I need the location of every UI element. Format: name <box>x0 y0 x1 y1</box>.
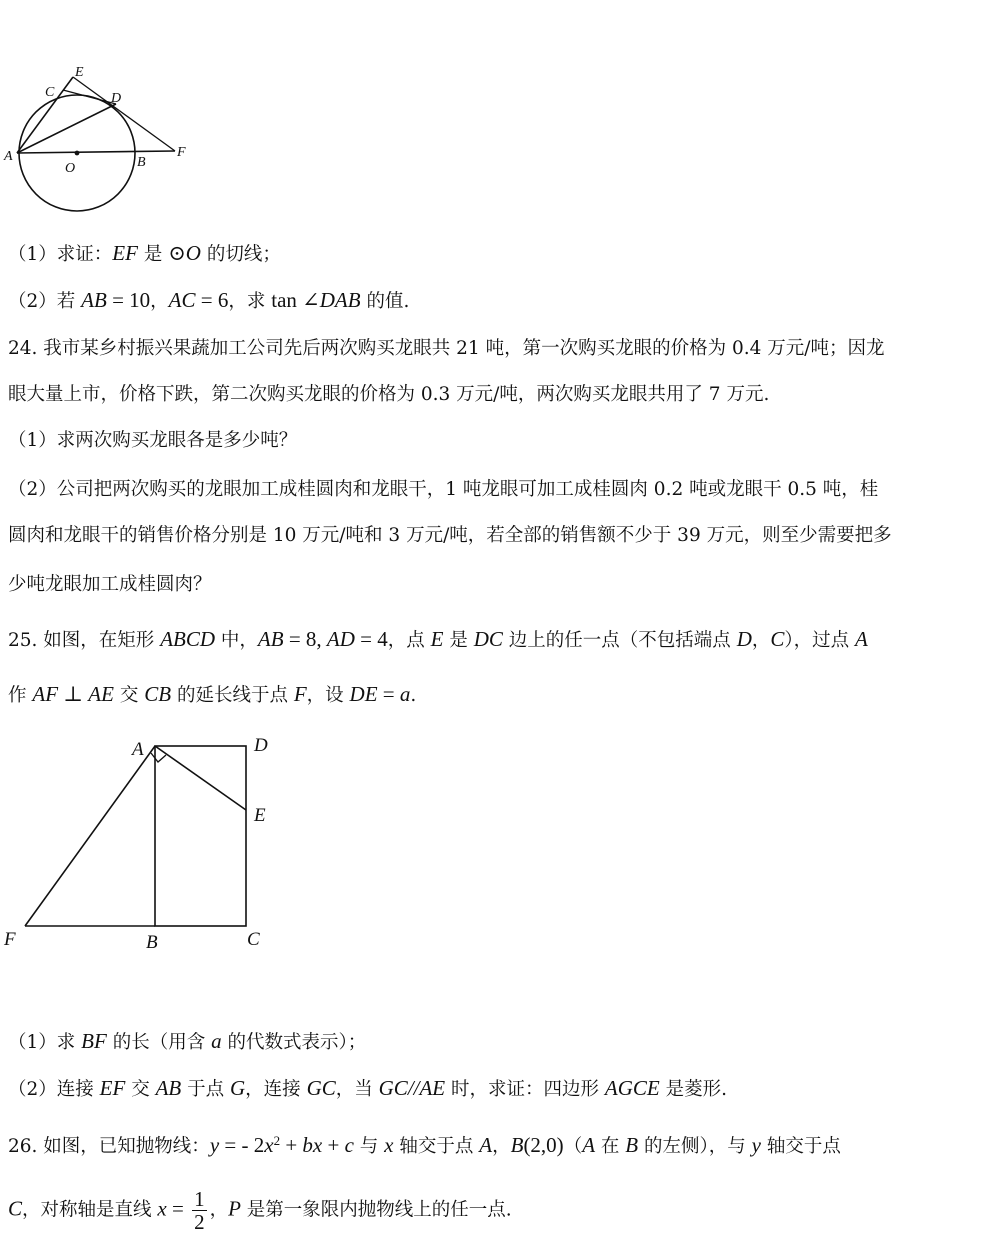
right-angle-mark <box>151 753 166 762</box>
label-a: A <box>132 739 144 760</box>
math-eq: = 10 <box>106 288 151 312</box>
text: 是 <box>443 630 474 651</box>
math-b: B <box>510 1133 524 1158</box>
text: ，对称轴是直线 <box>22 1199 158 1221</box>
text: ， <box>492 1136 511 1158</box>
text: ，连接 <box>245 1079 307 1100</box>
text: 作 <box>8 685 33 706</box>
math-a: A <box>479 1133 493 1158</box>
math-circle-o: ⊙O <box>168 241 201 265</box>
math-ab: AB <box>257 627 284 651</box>
text: 25. 如图，在矩形 <box>8 630 161 651</box>
text: 与 <box>353 1136 385 1158</box>
math-abcd: ABCD <box>160 627 216 651</box>
text: 是 <box>137 244 169 265</box>
math-cb: CB <box>144 682 172 706</box>
math-gc: GC <box>306 1076 336 1100</box>
q26-stem-line1 <box>8 1128 983 1160</box>
tangent-ef <box>73 77 175 151</box>
math-e: E <box>430 627 444 651</box>
text: ， <box>751 630 771 651</box>
math-eq: = <box>377 682 400 706</box>
figure-circle-tangent <box>0 60 200 220</box>
text: ，求 <box>228 291 272 312</box>
math-y: y <box>209 1133 220 1158</box>
figure-rectangle <box>0 725 300 955</box>
math-x: x <box>157 1196 167 1221</box>
text: ，点 <box>387 630 431 651</box>
math-bx: bx <box>302 1133 323 1158</box>
label-e: E <box>254 805 266 826</box>
text: 是第一象限内抛物线上的任一点. <box>240 1199 512 1221</box>
q24-part2-line1: （2）公司把两次购买的龙眼加工成桂圆肉和龙眼干，1 吨龙眼可加工成桂圆肉 0.2 吨或龙眼干 0.5 吨，桂 <box>8 479 879 500</box>
math-point: (2,0) <box>523 1133 564 1158</box>
math-eq: = <box>166 1196 190 1221</box>
math-eq: = 4 <box>354 627 388 651</box>
text: 的左侧），与 <box>638 1136 752 1158</box>
text: 边上的任一点（不包括端点 <box>502 630 737 651</box>
math-ad: AD <box>326 627 355 651</box>
math-af: AF <box>32 682 59 706</box>
math-ab: AB <box>155 1076 182 1100</box>
math-c: C <box>8 1196 23 1221</box>
math-eq: = 6 <box>195 288 229 312</box>
math-g: G <box>230 1076 246 1100</box>
segment-cd <box>63 90 116 104</box>
segment-af <box>25 746 155 926</box>
label-e: E <box>75 65 84 80</box>
q23-part1 <box>8 240 983 268</box>
math-eq: = 8, <box>283 627 327 651</box>
label-o: O <box>65 161 76 176</box>
math-dab: DAB <box>319 288 361 312</box>
q25-part2 <box>8 1075 983 1103</box>
text: . <box>410 685 417 706</box>
q25-stem-line2 <box>8 681 983 709</box>
label-b: B <box>137 155 146 170</box>
label-c: C <box>247 929 260 950</box>
math-exponent: 2 <box>273 1133 281 1148</box>
fraction-denominator: 2 <box>194 1210 205 1234</box>
q24-stem-line1: 24. 我市某乡村振兴果蔬加工公司先后两次购买龙眼共 21 吨，第一次购买龙眼的价格为 0.4 万元/吨；因龙 <box>8 338 885 359</box>
fraction-numerator: 1 <box>194 1187 205 1211</box>
text: 的长（用含 <box>106 1032 212 1053</box>
label-a: A <box>4 149 13 164</box>
math-b: B <box>625 1133 639 1158</box>
label-b: B <box>146 932 158 953</box>
math-coef: = - 2 <box>219 1133 265 1158</box>
text: 交 <box>125 1079 156 1100</box>
text: 交 <box>113 685 145 706</box>
text: （2）若 <box>8 291 82 312</box>
text: 的切线； <box>200 244 281 265</box>
math-ef: EF <box>112 241 138 265</box>
math-plus: + <box>322 1133 345 1158</box>
text: 于点 <box>181 1079 230 1100</box>
text: （ <box>563 1136 583 1158</box>
math-a: a <box>399 682 411 706</box>
diameter-af <box>17 151 175 153</box>
chord-ad <box>17 104 116 153</box>
math-a: A <box>582 1133 596 1158</box>
math-d: D <box>736 627 752 651</box>
text: 中， <box>215 630 258 651</box>
math-plus: + <box>280 1133 303 1158</box>
q23-part2 <box>8 287 983 315</box>
math-de: DE <box>349 682 378 706</box>
rect-abcd <box>155 746 246 926</box>
center-dot <box>75 151 80 156</box>
math-ae: AE <box>88 682 114 706</box>
segment-ae <box>155 746 246 810</box>
q25-stem-line1 <box>8 626 983 654</box>
math-gc-parallel-ae: GC//AE <box>378 1076 446 1100</box>
text: （2）连接 <box>8 1079 100 1100</box>
text: （1）求 <box>8 1032 82 1053</box>
q26-stem-line2 <box>8 1188 983 1233</box>
q24-stem-line2: 眼大量上市，价格下跌，第二次购买龙眼的价格为 0.3 万元/吨，两次购买龙眼共用了 7 万元. <box>8 384 770 405</box>
q24-part1: （1）求两次购买龙眼各是多少吨？ <box>8 430 298 451</box>
math-p: P <box>228 1196 241 1221</box>
text: ， <box>209 1199 229 1221</box>
text: 时，求证：四边形 <box>445 1079 605 1100</box>
q24-part2-line2: 圆肉和龙眼干的销售价格分别是 10 万元/吨和 3 万元/吨，若全部的销售额不少于 39 万元，则至少需要把多 <box>8 525 892 546</box>
text: 轴交于点 <box>760 1136 841 1158</box>
math-ab: AB <box>81 288 107 312</box>
math-x: x <box>264 1133 274 1158</box>
math-agce: AGCE <box>604 1076 660 1100</box>
math-dc: DC <box>473 627 503 651</box>
text: 在 <box>595 1136 626 1158</box>
label-c: C <box>45 85 55 100</box>
q25-part1 <box>8 1028 983 1056</box>
math-tan: tan ∠ <box>271 288 320 312</box>
label-d: D <box>254 735 268 756</box>
text: ，当 <box>335 1079 379 1100</box>
text: ， <box>150 291 169 312</box>
math-ef: EF <box>99 1076 126 1100</box>
label-d: D <box>111 91 122 106</box>
math-perp: ⊥ <box>58 682 89 706</box>
text: ，设 <box>306 685 350 706</box>
label-f: F <box>4 929 16 950</box>
math-bf: BF <box>81 1029 107 1053</box>
math-y: y <box>751 1133 761 1158</box>
math-x: x <box>384 1133 394 1158</box>
text: 轴交于点 <box>393 1136 480 1158</box>
math-ac: AC <box>168 288 196 312</box>
math-c: c <box>344 1133 354 1158</box>
text: 的延长线于点 <box>171 685 294 706</box>
fraction-one-half <box>192 1188 207 1233</box>
q24-part2-line3: 少吨龙眼加工成桂圆肉？ <box>8 574 212 595</box>
math-a: a <box>211 1029 222 1053</box>
text: 26. 如图，已知抛物线： <box>8 1136 210 1158</box>
math-a: A <box>855 627 868 651</box>
math-c: C <box>770 627 785 651</box>
label-f: F <box>177 145 186 160</box>
text: 的值. <box>360 291 410 312</box>
text: ），过点 <box>784 630 856 651</box>
text: 的代数式表示）； <box>221 1032 367 1053</box>
math-f: F <box>293 682 307 706</box>
text: （1）求证： <box>8 244 113 265</box>
text: 是菱形. <box>659 1079 727 1100</box>
